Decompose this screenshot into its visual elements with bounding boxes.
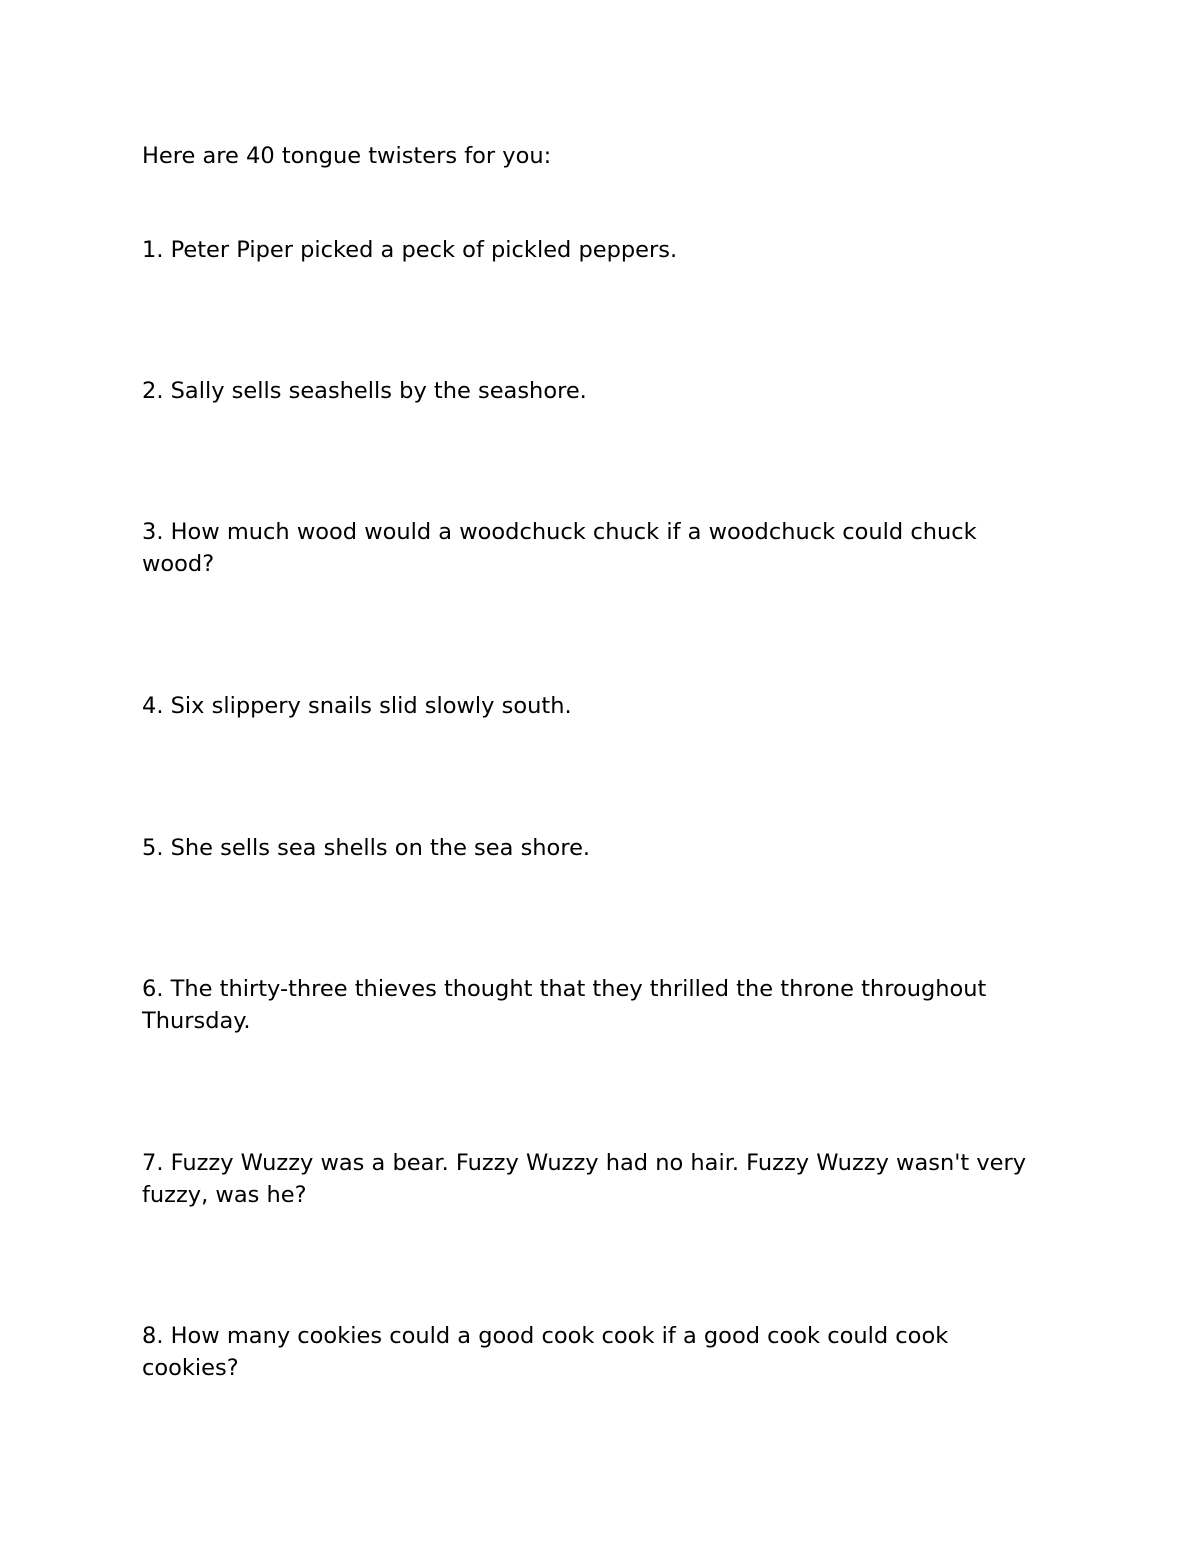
tongue-twister-item: 1. Peter Piper picked a peck of pickled peppers. — [142, 237, 678, 263]
tongue-twister-item: 4. Six slippery snails slid slowly south. — [142, 693, 572, 719]
intro-text: Here are 40 tongue twisters for you: — [142, 143, 552, 169]
tongue-twister-item: 8. How many cookies could a good cook cook if a good cook could cook cookies? — [142, 1323, 949, 1381]
tongue-twister-item: 2. Sally sells seashells by the seashore. — [142, 378, 587, 404]
tongue-twister-item: 5. She sells sea shells on the sea shore. — [142, 835, 591, 861]
tongue-twister-item: 6. The thirty-three thieves thought that they thrilled the throne throughout Thursday. — [142, 976, 987, 1034]
tongue-twister-item: 7. Fuzzy Wuzzy was a bear. Fuzzy Wuzzy had no hair. Fuzzy Wuzzy wasn't very fuzzy, was he? — [142, 1150, 1027, 1208]
tongue-twister-item: 3. How much wood would a woodchuck chuck if a woodchuck could chuck wood? — [142, 519, 977, 577]
